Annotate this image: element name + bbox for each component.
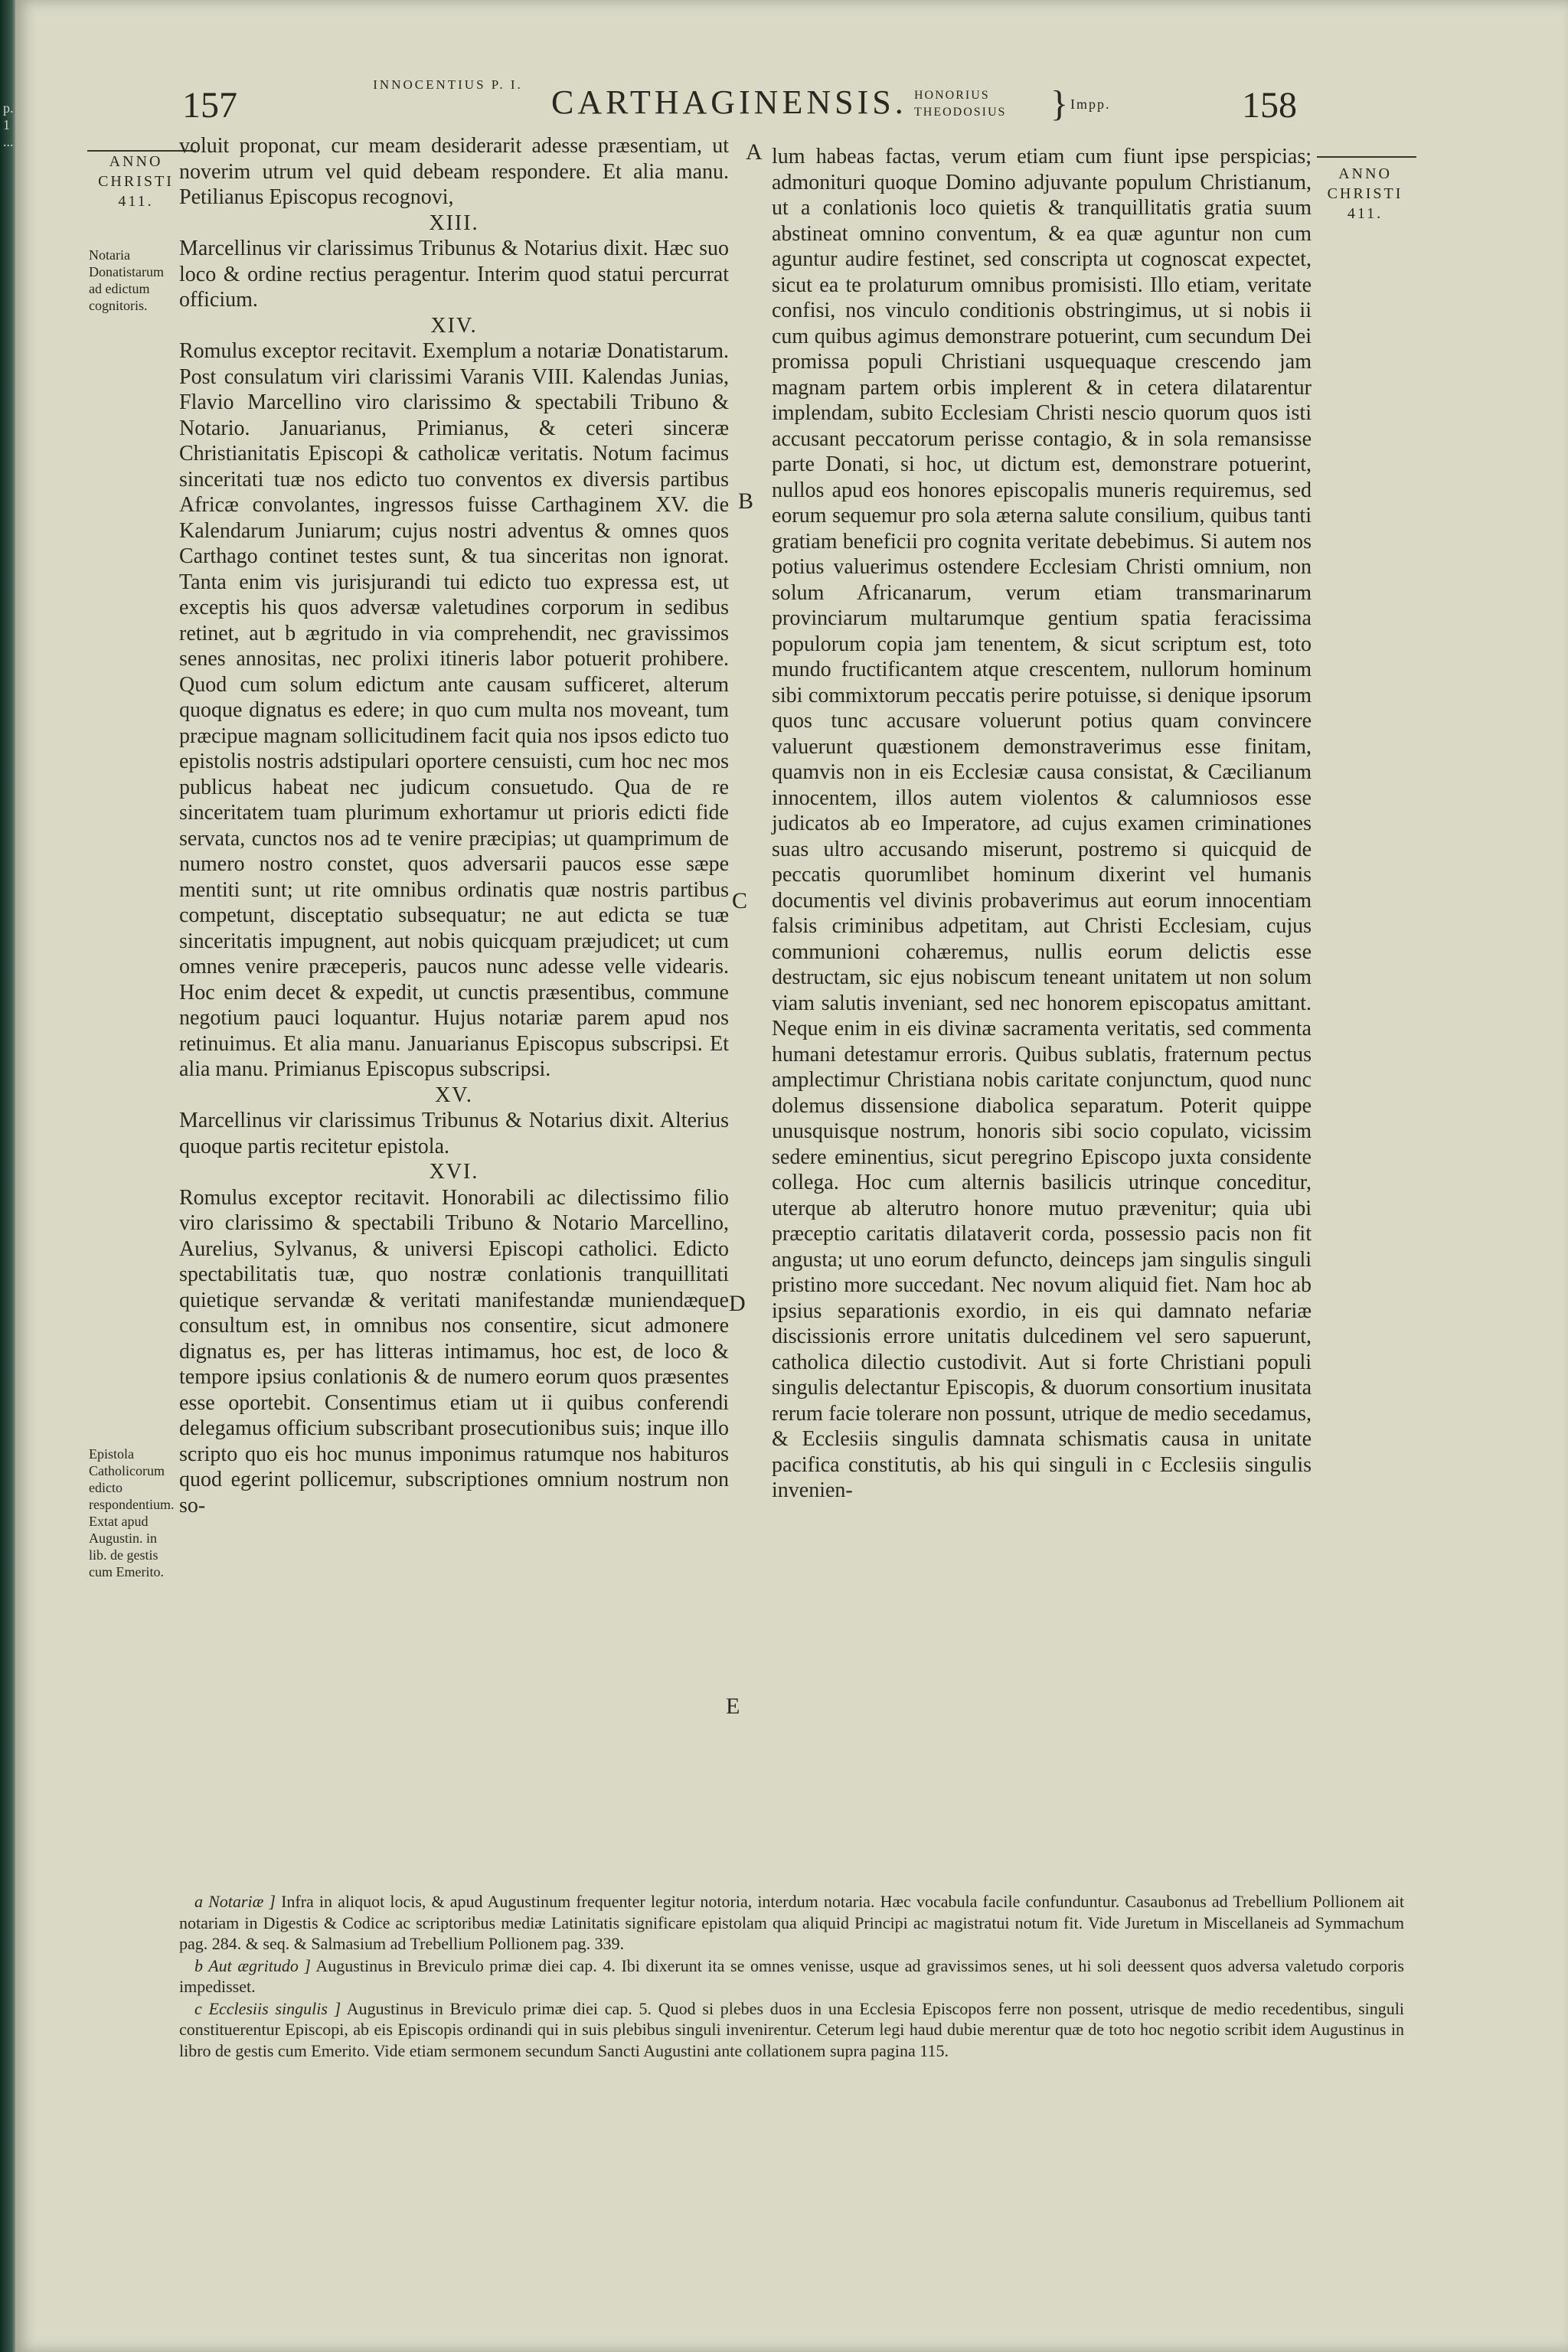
section-letter-b: B (738, 488, 754, 514)
margin-note-notaria: Notaria Donatistarum ad edictum cognitoris. (89, 247, 164, 313)
paragraph: Romulus exceptor recitavit. Exemplum a notariæ Donatistarum. Post consulatum viri clarissimi Varanis VIII. Kalendas Junias, Flavio Marcellino viro clarissimo & spectabili Tribuno & Notario. Januarianus, Primianus, & ceteri sinceræ Christianitatis Episcopi & catholicæ veritatis. Notum facimus sinceritati tuæ nos edicto tuo conventos ex diversis partibus Africæ convolantes, ingressos fuisse Carthaginem XV. die Kalendarum Juniarum; cujus nostri adventus & omnes quos Carthago continet testes sunt, & tua sinceritas non ignorat. Tanta enim vis jurisjurandi tui edicto tuo expressa est, ut exceptis his quos adversæ valetudines corporum in sedibus retinet, aut b ægritudo in via comprehendit, nec gravissimos senes annositas, nec prolixi itineris labor potuerit prohibere. Quod cum solum edictum ante causam sufficeret, alterum quoque dignatus es edere; in quo cum multa nos moveant, tum præcipue magnam sollicitudinem facit quia nos ipsos edicto tuo epistolis nostris adstipulari oportere censuisti, cum hoc nec mos publicus habeat nec judicum consuetudo. Qua de re sinceritatem tuam plurimum exhortamur ut prioris edicti fide servata, cunctos nos ad te venire præcipias; ut quamprimum de numero nostro constet, quos adversarii paucos esse sæpe mentiti sunt; ut rite omnibus ordinatis quæ nostris partibus competunt, disceptatio subsequatur; ne aut edicta se tuæ sinceritatis impugnent, aut nobis quicquam præjudicet; ut cum omnes venire præceperis, paucos nunc adesse velle videaris. Hoc enim decet & expedit, ut cunctis præsentibus, commune negotium pauci loquantur. Hujus notariæ parem apud nos retinuimus. Et alia manu. Januarianus Episcopus subscripsi. Et alia manu. Primianus Episcopus subscripsi. (179, 339, 729, 1081)
paragraph: voluit proponat, cur meam desiderarit adesse præsentiam, ut noverim utrum vel quid debeam respondere. Et alia manu. Petilianus Episcopus recognovi, (179, 134, 729, 209)
section-letter-c: C (732, 888, 748, 913)
paragraph: Marcellinus vir clarissimus Tribunus & Notarius dixit. Alterius quoque partis recitetur epistola. (179, 1109, 729, 1158)
book-page (15, 0, 1568, 2352)
gutter-text: p. 1 ... (3, 100, 14, 149)
footnotes (179, 1891, 1404, 2062)
header-emperors: HONORIUS THEODOSIUS (914, 89, 1007, 119)
header-pope: INNOCENTIUS P. I. (373, 77, 523, 92)
section-number: XV. (435, 1083, 473, 1107)
section-letter-a: A (746, 139, 763, 165)
section-letter-d: D (729, 1291, 746, 1316)
section-number: XVI. (429, 1160, 479, 1184)
section-number: XIV. (430, 313, 478, 338)
footnote-text: Augustinus in Breviculo primæ diei cap. 5. Quod si plebes duos in una Ecclesia Episcopos ferre non possent, utrisque de medio recedentibus, singuli constituerentur Episcopi, ab eis Episcopis ordinandi qui in suis plebibus singuli invenirentur. Ceterum legi haud dubie merentur quæ de toto hoc negotio scribit idem Augustinus in libro de gestis cum Emerito. Vide etiam sermonem secundum Sancti Augustini ante collationem supra pagina 115. (179, 1998, 1404, 2060)
right-column (772, 144, 1312, 1504)
paragraph: lum habeas factas, verum etiam cum fiunt ipse perspicias; admonituri quoque Domino adjuvante populum Christianum, ut a conlationis loco quietis & tranquillitatis gratia suum abstineat omnino conventum, & ea quæ aguntur non cum aguntur audire festinet, sed conscripta ut cognoscat expectet, sicut ea te prolaturum omnibus promisisti. Illo etiam, veritate confisi, nos vinculo conditionis obstringimus, ut si nobis ii cum quibus agimus demonstrare potuerint, cum secundum Dei promissa populi Christiani usquequaque crescendo jam magnam partem orbis implerent & in cetera dilatarentur implendam, subito Ecclesiam Christi nescio quorum quos isti accusant peccatorum perisse contagio, & in sola remansisse parte Donati, si hoc, ut dictum est, demonstrare potuerint, nullos apud eos honores episcopalis muneris requiremus, sed eorum sequemur pro sola æterna salute consilium, quibus tanti gratiam beneficii pro cognita veritate debebimus. Si autem nos potius valuerimus ostendere Ecclesiam Christi omnium, non solum Africanarum, verum etiam transmarinarum provinciarum multarumque gentium spatia feracissima populorum copia jam tenentem, & sicut scriptum est, toto mundo fructificantem atque crescentem, nullorum hominum sibi commixtorum peccatis perire potuisse, si denique ipsorum quos tunc accusare voluerunt potius quam convincere valuerunt quæstionem demonstraverimus esse finitam, quamvis non in eis Ecclesiæ causa consistat, & Cæcilianum innocentem, illos autem violentos & calumniosos esse judicatos ab eo Imperatore, ad cujus examen criminationes suas ultro accusando miserunt, postremo si quicquid de peccatis quorumlibet hominum dixerint vel humanis documentis vel divinis probaverimus aut eorum innocentiam falsis criminibus adpetitam, aut Christi Ecclesiam, cujus communioni cohæremus, nullis eorum delictis esse destructam, sic ejus nobiscum teneant unitatem ut non solum viam salutis inveniant, sed nec honorem episcopatus amittant. Neque enim in eis divinæ sacramenta veritatis, sed commenta humani detestamur erroris. Quibus sublatis, fraternum pectus amplectimur Christiana nobis caritate conjunctum, quod nunc dolemus dissensione diabolica separatum. Poterit quippe unusquisque nostrum, honoris sibi socio copulato, vicissim sedere eminentius, sicut peregrino Episcopo juxta considente collega. Hoc cum alternis basilicis utrinque conceditur, uterque ab alterutro honore mutuo prævenitur; quia ubi præceptio caritatis dilataverit corda, possessio pacis non fit angusta; ut uno eorum defuncto, deinceps jam singulis singuli pristino more succedant. Nec novum aliquid fiet. Nam hoc ab ipsius separationis exordio, in eis qui damnato nefariæ discissionis errore unitatis dulcedinem vel sero sapuerunt, catholica dilectio custodivit. Aut si forte Christiani populi singulis delectantur Episcopis, & duorum consortium inusitata rerum facie tolerare non possunt, utrique de medio secedamus, & Ecclesiis singulis damnata schismatis causa in unitate pacifica constitutis, ab his qui singuli in c Ecclesiis singulis invenien- (772, 145, 1312, 1502)
header-imperatores: Impp. (1070, 96, 1111, 112)
page-number-right: 158 (1242, 85, 1297, 126)
footnote (179, 1998, 1404, 2062)
section-number: XIII. (429, 211, 479, 235)
paragraph: Romulus exceptor recitavit. Honorabili ac dilectissimo filio viro clarissimo & spectabili Tribuno & Notario Marcellino, Aurelius, Sylvanus, & universi Episcopi catholici. Edicto spectabilitatis tuæ, quo nostræ conlationis tranquillitati quietique servandæ & veritati manifestandæ muniendæque consultum est, in omnibus nos consentire, sicut admonere dignatus es, per has litteras intimamus, hoc est, de loco & tempore ipsius conlationis & de numero eorum quos præsentes esse oportebit. Consentimus etiam ut ii quibus conferendi delegamus officium subscribant prosecutionibus suis; inque illo scripto quo eis hoc munus imponimus ratumque nos habituros quod egerint pollicemur, subscriptiones omnium nostrum non so- (179, 1185, 729, 1517)
margin-year-right: ANNO CHRISTI 411. (1327, 165, 1403, 222)
left-column (179, 133, 729, 1518)
section-letter-e: E (726, 1694, 740, 1719)
footnote-mark: b Aut ægritudo ] (194, 1955, 311, 1975)
book-gutter (0, 0, 17, 2352)
paragraph: Marcellinus vir clarissimus Tribunus & Notarius dixit. Hæc suo loco & ordine rectius peragentur. Interim quod statui percurrat officium. (179, 237, 729, 312)
header-title: CARTHAGINENSIS. (551, 83, 907, 121)
margin-note-epistola: Epistola Catholicorum edicto respondentium. Extat apud Augustin. in lib. de gestis cum Emerito. (89, 1446, 175, 1579)
footnote-mark: c Ecclesiis singulis ] (194, 1998, 341, 2018)
footnote (179, 1891, 1404, 1955)
footnote (179, 1955, 1404, 1998)
footnote-text: Augustinus in Breviculo primæ diei cap. 4. Ibi dixerunt ita se omnes venisse, usque ad gravissimos senes, ut hi soli deessent quos adversa valetudo corporis impedisset. (179, 1955, 1404, 1996)
footnote-text: Infra in aliquot locis, & apud Augustinum frequenter legitur notoria, interdum notaria. Hæc vocabula facile confunduntur. Casaubonus ad Trebellium Pollionem ait notariam in Digestis & Codice ac scriptoribus mediæ Latinitatis significare epistolam qua aliquid Principi ac magistratui notum fit. Vide Juretum in Miscellaneis ad Symmachum pag. 284. & seq. & Salmasium ad Trebellium Pollionem pag. 339. (179, 1892, 1404, 1953)
margin-year-left: ANNO CHRISTI 411. (98, 153, 174, 210)
running-header (15, 74, 1568, 135)
footnote-mark: a Notariæ ] (194, 1892, 276, 1911)
margin-rule-right (1317, 156, 1416, 158)
page-number-left: 157 (182, 85, 237, 126)
header-brace: } (1050, 83, 1069, 124)
